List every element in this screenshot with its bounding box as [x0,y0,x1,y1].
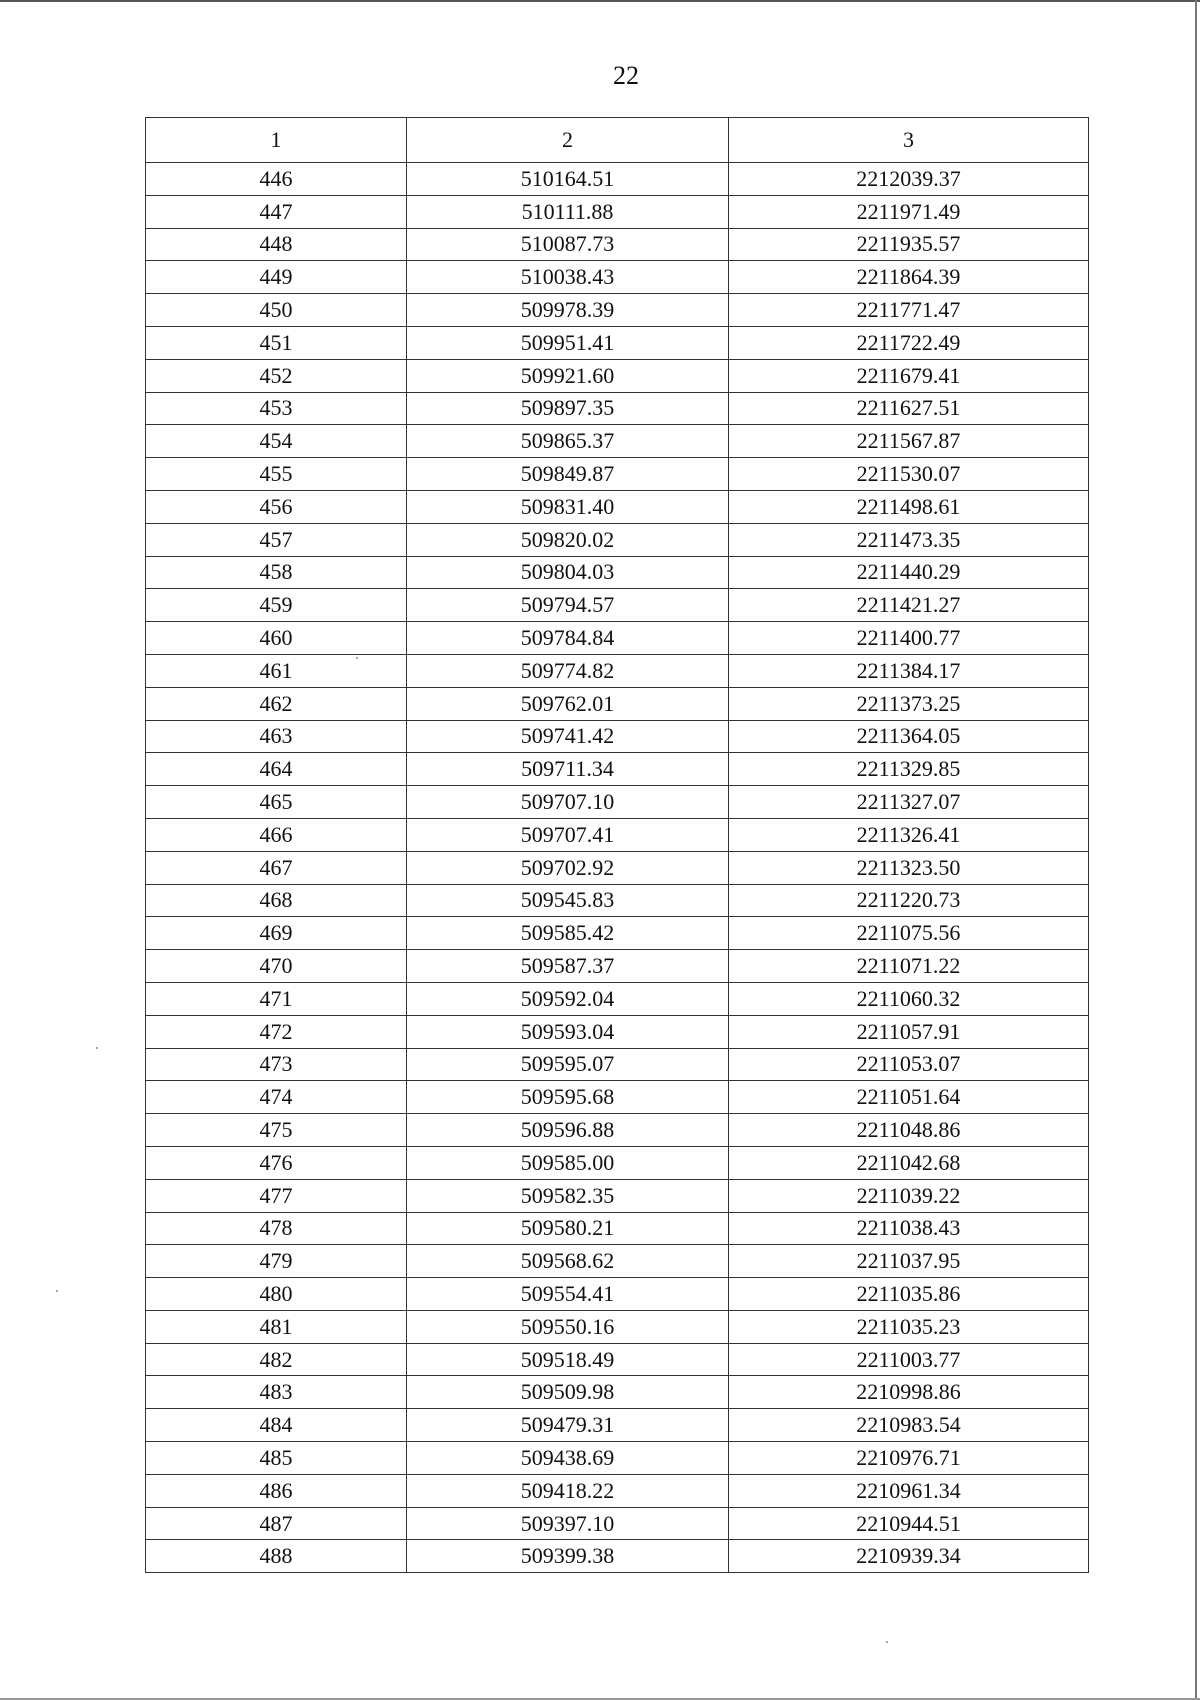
table-row [146,753,1089,786]
point-number-cell: 451 [146,326,407,359]
table-body [146,163,1089,1573]
y-coordinate-cell: 2211035.86 [729,1278,1089,1311]
table-row [146,687,1089,720]
x-coordinate-cell: 509568.62 [407,1245,729,1278]
x-coordinate-cell: 509849.87 [407,458,729,491]
table-row [146,786,1089,819]
y-coordinate-cell: 2211327.07 [729,786,1089,819]
x-coordinate-cell: 509784.84 [407,622,729,655]
x-coordinate-cell: 509596.88 [407,1114,729,1147]
point-number-cell: 472 [146,1015,407,1048]
table-row [146,163,1089,196]
point-number-cell: 480 [146,1278,407,1311]
y-coordinate-cell: 2211679.41 [729,359,1089,392]
y-coordinate-cell: 2211003.77 [729,1343,1089,1376]
point-number-cell: 462 [146,687,407,720]
table-row [146,195,1089,228]
table-row [146,1179,1089,1212]
point-number-cell: 464 [146,753,407,786]
y-coordinate-cell: 2210961.34 [729,1474,1089,1507]
y-coordinate-cell: 2211057.91 [729,1015,1089,1048]
table-row [146,261,1089,294]
coordinates-table [145,117,1089,1573]
table-row [146,851,1089,884]
point-number-cell: 458 [146,556,407,589]
x-coordinate-cell: 509831.40 [407,490,729,523]
x-coordinate-cell: 509978.39 [407,294,729,327]
scan-edge-top [0,0,1200,2]
table-row [146,326,1089,359]
point-number-cell: 483 [146,1376,407,1409]
point-number-cell: 454 [146,425,407,458]
x-coordinate-cell: 509509.98 [407,1376,729,1409]
y-coordinate-cell: 2211220.73 [729,884,1089,917]
scan-speck [356,657,358,659]
table-row [146,294,1089,327]
x-coordinate-cell: 509438.69 [407,1442,729,1475]
x-coordinate-cell: 509595.07 [407,1048,729,1081]
table-row [146,950,1089,983]
y-coordinate-cell: 2211039.22 [729,1179,1089,1212]
point-number-cell: 488 [146,1540,407,1573]
table-row [146,1343,1089,1376]
point-number-cell: 479 [146,1245,407,1278]
table-row [146,490,1089,523]
table-row [146,1310,1089,1343]
point-number-cell: 486 [146,1474,407,1507]
y-coordinate-cell: 2211075.56 [729,917,1089,950]
y-coordinate-cell: 2212039.37 [729,163,1089,196]
y-coordinate-cell: 2211971.49 [729,195,1089,228]
point-number-cell: 450 [146,294,407,327]
point-number-cell: 485 [146,1442,407,1475]
y-coordinate-cell: 2211473.35 [729,523,1089,556]
point-number-cell: 459 [146,589,407,622]
point-number-cell: 461 [146,654,407,687]
point-number-cell: 478 [146,1212,407,1245]
x-coordinate-cell: 510087.73 [407,228,729,261]
x-coordinate-cell: 509592.04 [407,982,729,1015]
page-number: 22 [613,61,639,90]
point-number-cell: 447 [146,195,407,228]
y-coordinate-cell: 2210944.51 [729,1507,1089,1540]
point-number-cell: 477 [146,1179,407,1212]
table-row [146,1278,1089,1311]
point-number-cell: 475 [146,1114,407,1147]
table-row [146,818,1089,851]
y-coordinate-cell: 2211864.39 [729,261,1089,294]
table-row [146,1212,1089,1245]
x-coordinate-cell: 509479.31 [407,1409,729,1442]
y-coordinate-cell: 2211329.85 [729,753,1089,786]
point-number-cell: 453 [146,392,407,425]
table-header [146,118,1089,163]
scan-speck [886,1641,888,1643]
y-coordinate-cell: 2211400.77 [729,622,1089,655]
table-row [146,1048,1089,1081]
point-number-cell: 482 [146,1343,407,1376]
table-row [146,359,1089,392]
x-coordinate-cell: 510164.51 [407,163,729,196]
point-number-cell: 476 [146,1146,407,1179]
point-number-cell: 470 [146,950,407,983]
point-number-cell: 455 [146,458,407,491]
y-coordinate-cell: 2211051.64 [729,1081,1089,1114]
table-row [146,228,1089,261]
x-coordinate-cell: 509593.04 [407,1015,729,1048]
y-coordinate-cell: 2211373.25 [729,687,1089,720]
point-number-cell: 446 [146,163,407,196]
column-header-2: 2 [407,118,729,163]
x-coordinate-cell: 509707.41 [407,818,729,851]
table-row [146,523,1089,556]
table-row [146,1376,1089,1409]
table-row [146,1474,1089,1507]
x-coordinate-cell: 509582.35 [407,1179,729,1212]
x-coordinate-cell: 509921.60 [407,359,729,392]
x-coordinate-cell: 509550.16 [407,1310,729,1343]
table-row [146,392,1089,425]
point-number-cell: 465 [146,786,407,819]
table-row [146,425,1089,458]
y-coordinate-cell: 2211060.32 [729,982,1089,1015]
point-number-cell: 460 [146,622,407,655]
point-number-cell: 463 [146,720,407,753]
x-coordinate-cell: 509595.68 [407,1081,729,1114]
x-coordinate-cell: 509554.41 [407,1278,729,1311]
y-coordinate-cell: 2211498.61 [729,490,1089,523]
x-coordinate-cell: 509774.82 [407,654,729,687]
table-row [146,622,1089,655]
table-row [146,1245,1089,1278]
y-coordinate-cell: 2211037.95 [729,1245,1089,1278]
x-coordinate-cell: 509399.38 [407,1540,729,1573]
table-row [146,589,1089,622]
point-number-cell: 457 [146,523,407,556]
x-coordinate-cell: 509794.57 [407,589,729,622]
column-header-1: 1 [146,118,407,163]
table-row [146,458,1089,491]
y-coordinate-cell: 2211440.29 [729,556,1089,589]
point-number-cell: 452 [146,359,407,392]
point-number-cell: 468 [146,884,407,917]
x-coordinate-cell: 509741.42 [407,720,729,753]
point-number-cell: 474 [146,1081,407,1114]
point-number-cell: 466 [146,818,407,851]
point-number-cell: 467 [146,851,407,884]
table-row [146,1409,1089,1442]
table-row [146,884,1089,917]
y-coordinate-cell: 2210976.71 [729,1442,1089,1475]
y-coordinate-cell: 2211048.86 [729,1114,1089,1147]
x-coordinate-cell: 509587.37 [407,950,729,983]
y-coordinate-cell: 2211627.51 [729,392,1089,425]
x-coordinate-cell: 510111.88 [407,195,729,228]
point-number-cell: 448 [146,228,407,261]
point-number-cell: 469 [146,917,407,950]
x-coordinate-cell: 509580.21 [407,1212,729,1245]
x-coordinate-cell: 509711.34 [407,753,729,786]
point-number-cell: 484 [146,1409,407,1442]
table-row [146,1442,1089,1475]
table-row [146,654,1089,687]
table-row [146,1146,1089,1179]
y-coordinate-cell: 2211042.68 [729,1146,1089,1179]
x-coordinate-cell: 509762.01 [407,687,729,720]
y-coordinate-cell: 2211421.27 [729,589,1089,622]
scan-speck [56,1290,58,1292]
table-header-row [146,118,1089,163]
x-coordinate-cell: 509518.49 [407,1343,729,1376]
table-row [146,1540,1089,1573]
x-coordinate-cell: 509585.42 [407,917,729,950]
table-row [146,917,1089,950]
y-coordinate-cell: 2211530.07 [729,458,1089,491]
x-coordinate-cell: 509804.03 [407,556,729,589]
y-coordinate-cell: 2211038.43 [729,1212,1089,1245]
x-coordinate-cell: 509702.92 [407,851,729,884]
y-coordinate-cell: 2210939.34 [729,1540,1089,1573]
x-coordinate-cell: 509418.22 [407,1474,729,1507]
table-row [146,982,1089,1015]
x-coordinate-cell: 509865.37 [407,425,729,458]
y-coordinate-cell: 2211722.49 [729,326,1089,359]
y-coordinate-cell: 2211053.07 [729,1048,1089,1081]
point-number-cell: 456 [146,490,407,523]
point-number-cell: 473 [146,1048,407,1081]
y-coordinate-cell: 2211384.17 [729,654,1089,687]
y-coordinate-cell: 2211364.05 [729,720,1089,753]
x-coordinate-cell: 509951.41 [407,326,729,359]
point-number-cell: 481 [146,1310,407,1343]
y-coordinate-cell: 2211323.50 [729,851,1089,884]
x-coordinate-cell: 509585.00 [407,1146,729,1179]
table-row [146,1114,1089,1147]
x-coordinate-cell: 509897.35 [407,392,729,425]
scan-speck [96,1047,98,1049]
point-number-cell: 487 [146,1507,407,1540]
x-coordinate-cell: 509545.83 [407,884,729,917]
y-coordinate-cell: 2211567.87 [729,425,1089,458]
y-coordinate-cell: 2211771.47 [729,294,1089,327]
column-header-3: 3 [729,118,1089,163]
y-coordinate-cell: 2210983.54 [729,1409,1089,1442]
point-number-cell: 449 [146,261,407,294]
x-coordinate-cell: 509820.02 [407,523,729,556]
x-coordinate-cell: 509707.10 [407,786,729,819]
scan-edge-right [1195,0,1197,1700]
table-row [146,556,1089,589]
table-row [146,1015,1089,1048]
y-coordinate-cell: 2211071.22 [729,950,1089,983]
y-coordinate-cell: 2211935.57 [729,228,1089,261]
table-row [146,720,1089,753]
y-coordinate-cell: 2211326.41 [729,818,1089,851]
table-row [146,1507,1089,1540]
table-row [146,1081,1089,1114]
point-number-cell: 471 [146,982,407,1015]
y-coordinate-cell: 2210998.86 [729,1376,1089,1409]
x-coordinate-cell: 509397.10 [407,1507,729,1540]
x-coordinate-cell: 510038.43 [407,261,729,294]
y-coordinate-cell: 2211035.23 [729,1310,1089,1343]
